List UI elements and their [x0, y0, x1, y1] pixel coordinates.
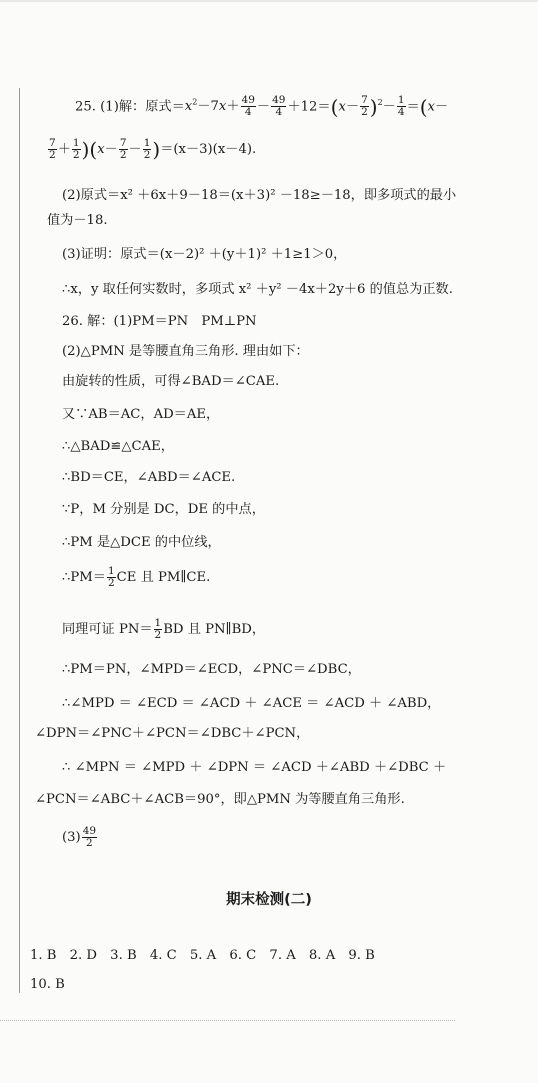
fraction-answer: $\frac{49}{2}$: [82, 825, 97, 849]
fraction: $\frac{7}{2}$: [49, 137, 56, 161]
dotted-divider: [0, 1020, 455, 1021]
q26-line-1: 26. 解：(1)PM＝PN PM⊥PN: [62, 314, 257, 329]
q26-line-14: ∴ ∠MPN ＝ ∠MPD ＋ ∠DPN ＝ ∠ACD ＋∠ABD ＋∠DBC ＋: [62, 760, 447, 775]
fraction: $\frac{1}{2}$: [143, 137, 151, 161]
q26-line-10-pre: 同理可证 PN＝: [62, 622, 153, 637]
q26-line-13: ∠DPN＝∠PNC＋∠PCN＝∠DBC＋∠PCN，: [35, 726, 310, 741]
q25-part2-line-a: (2)原式＝x² ＋6x＋9－18＝(x＋3)² －18≥－18，即多项式的最小: [62, 188, 457, 203]
q25-part2-line-b: 值为－18.: [47, 213, 108, 228]
fraction: $\frac{49}{4}$: [241, 94, 255, 119]
q26-line-9: [62, 566, 210, 589]
q25-line-2: $\frac{7}{2}$ ＋ $\frac{1}{2}$ )(x－ $\frac{7}{2}$ － $\frac{1}{2}$ )＝(x－3)(x－4).: [49, 137, 257, 162]
q26-line-12: ∴∠MPD ＝ ∠ECD ＝ ∠ACD ＋ ∠ACE ＝ ∠ACD ＋ ∠ABD，: [62, 696, 441, 711]
q26-line-15: ∠PCN＝∠ABC＋∠ACB＝90°，即△PMN 为等腰直角三角形.: [35, 792, 405, 807]
answer-row-1: 1. B 2. D 3. B 4. C 5. A 6. C 7. A 8. A 9. B: [30, 948, 375, 963]
fraction: $\frac{49}{4}$: [272, 94, 286, 119]
q26-line-7: ∵P，M 分别是 DC，DE 的中点，: [62, 502, 265, 517]
q26-line-8: ∴PM 是△DCE 的中位线，: [62, 535, 221, 550]
fraction: $\frac{7}{2}$: [361, 94, 368, 119]
q26-line-4: 又∵AB＝AC，AD＝AE，: [62, 407, 220, 422]
q26-part3-label: (3): [62, 830, 81, 845]
q26-line-3: 由旋转的性质，可得∠BAD＝∠CAE.: [62, 374, 280, 389]
fraction: $\frac{1}{4}$: [397, 94, 405, 119]
fraction-half: $\frac{1}{2}$: [154, 617, 162, 641]
section-title: 期末检测(二): [226, 892, 312, 908]
q26-part3: [62, 826, 98, 849]
q26-line-2: (2)△PMN 是等腰直角三角形. 理由如下：: [62, 344, 309, 359]
q26-line-9-pre: ∴PM＝: [62, 570, 106, 585]
q26-line-10: [62, 618, 265, 641]
margin-rule: [19, 88, 20, 993]
q25-part3-line-b: ∴x，y 取任何实数时，多项式 x² ＋y² －4x＋2y＋6 的值总为正数.: [62, 282, 453, 297]
answer-row-2: 10. B: [30, 977, 65, 992]
q26-line-6: ∴BD＝CE，∠ABD＝∠ACE.: [62, 470, 236, 485]
q26-line-10-post: BD 且 PN∥BD，: [163, 622, 266, 637]
fraction: $\frac{7}{2}$: [119, 137, 127, 161]
q25-part1-result: ＝(x－3)(x－4).: [160, 142, 257, 157]
fraction: $\frac{1}{2}$: [72, 137, 80, 161]
q26-line-11: ∴PM＝PN，∠MPD＝∠ECD，∠PNC＝∠DBC，: [62, 662, 361, 677]
q25-line-1: 25. (1)解：原式$=x^2-7x+$ $\frac{49}{4}$ － $\frac{49}{4}$ ＋12＝(x－ $\frac{7}{2}$ )$^2$－ $\frac{1}{4}$ ＝(x－: [75, 94, 449, 119]
q25-part1-label: 25. (1)解：原式＝: [75, 99, 185, 115]
q25-part3-line-a: (3)证明：原式＝(x－2)² ＋(y＋1)² ＋1≥1＞0，: [62, 247, 347, 262]
page-edge: [0, 0, 538, 2]
fraction-half: $\frac{1}{2}$: [107, 565, 115, 589]
q26-line-9-post: CE 且 PM∥CE.: [116, 570, 211, 585]
q26-line-5: ∴△BAD≌△CAE，: [62, 439, 174, 454]
